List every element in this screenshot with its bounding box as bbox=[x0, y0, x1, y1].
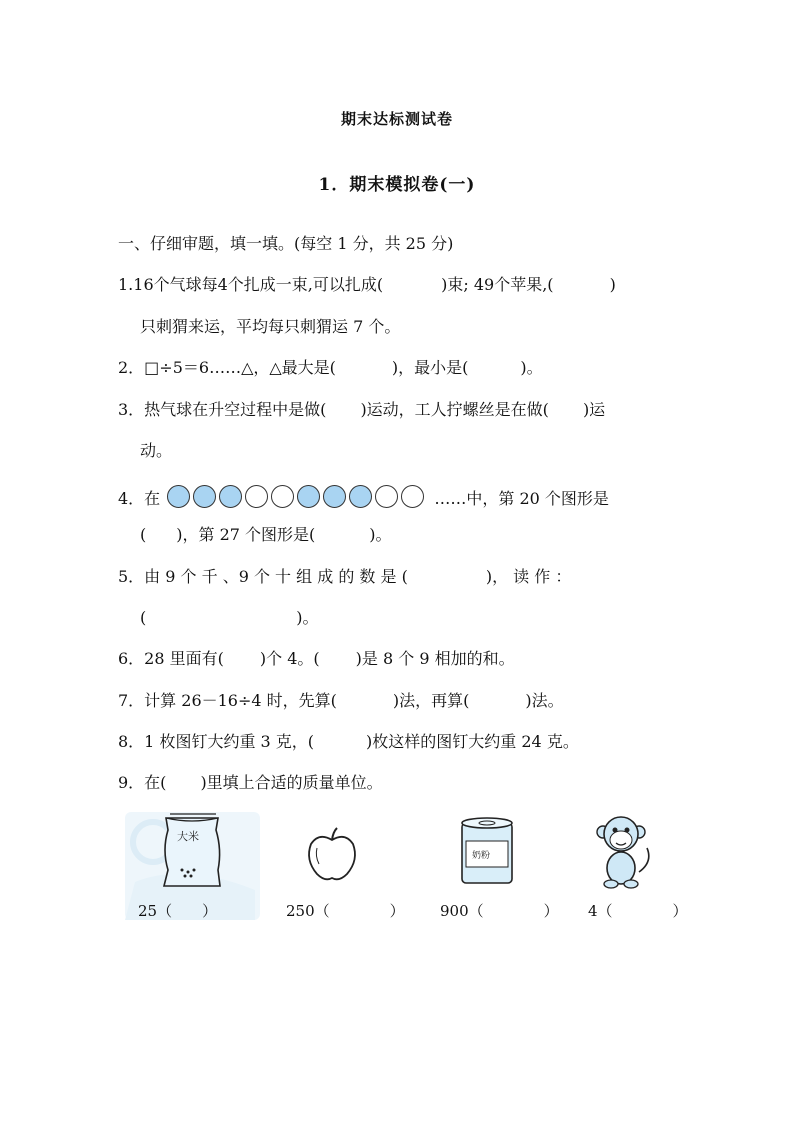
question-1-line2: 只刺猬来运，平均每只刺猬运 7 个。 bbox=[140, 317, 401, 336]
empty-circle bbox=[271, 485, 294, 508]
empty-circle bbox=[401, 485, 424, 508]
caption-apple: 250（ ） bbox=[286, 902, 405, 920]
question-8: 8．1 枚图钉大约重 3 克，( )枚这样的图钉大约重 24 克。 bbox=[118, 732, 579, 751]
question-5-line2: ( )。 bbox=[140, 608, 319, 627]
section-heading: 一、仔细审题，填一填。(每空 1 分，共 25 分) bbox=[118, 234, 454, 253]
question-4-line2: ( )，第 27 个图形是( )。 bbox=[140, 525, 392, 544]
question-6: 6．28 里面有( )个 4。( )是 8 个 9 相加的和。 bbox=[118, 649, 515, 668]
exam-subtitle: 1．期末模拟卷(一) bbox=[318, 175, 476, 195]
empty-circle bbox=[375, 485, 398, 508]
filled-circle bbox=[349, 485, 372, 508]
question-4: 4．在 ……中，第 20 个图形是 bbox=[118, 488, 609, 511]
caption-milk: 900（ ） bbox=[440, 902, 559, 920]
exam-title: 期末达标测试卷 bbox=[340, 110, 453, 128]
filled-circle bbox=[167, 485, 190, 508]
monkey-icon bbox=[595, 812, 653, 890]
milk-label: 奶粉 bbox=[472, 851, 491, 861]
question-9: 9．在( )里填上合适的质量单位。 bbox=[118, 773, 383, 792]
question-5: 5．由 9 个 千 、9 个 十 组 成 的 数 是 ( )， 读 作 ： bbox=[118, 567, 572, 586]
question-2: 2．□÷5＝6……△，△最大是( )，最小是( )。 bbox=[118, 358, 543, 377]
circle-pattern bbox=[167, 485, 427, 508]
rice-bag-icon bbox=[160, 810, 225, 892]
filled-circle bbox=[193, 485, 216, 508]
caption-monkey: 4（ ） bbox=[588, 902, 688, 920]
question-1: 1.16个气球每4个扎成一束,可以扎成( )束; 49个苹果,( ) bbox=[118, 275, 616, 294]
apple-icon bbox=[303, 826, 361, 884]
filled-circle bbox=[297, 485, 320, 508]
question-7: 7．计算 26－16÷4 时，先算( )法，再算( )法。 bbox=[118, 691, 564, 710]
empty-circle bbox=[245, 485, 268, 508]
rice-label: 大米 bbox=[177, 830, 199, 843]
question-3-line2: 动。 bbox=[140, 441, 173, 460]
filled-circle bbox=[219, 485, 242, 508]
question-3: 3．热气球在升空过程中是做( )运动，工人拧螺丝是在做( )运 bbox=[118, 400, 606, 419]
caption-rice: 25（ ） bbox=[138, 902, 218, 920]
filled-circle bbox=[323, 485, 346, 508]
milk-powder-can-icon bbox=[458, 815, 516, 887]
